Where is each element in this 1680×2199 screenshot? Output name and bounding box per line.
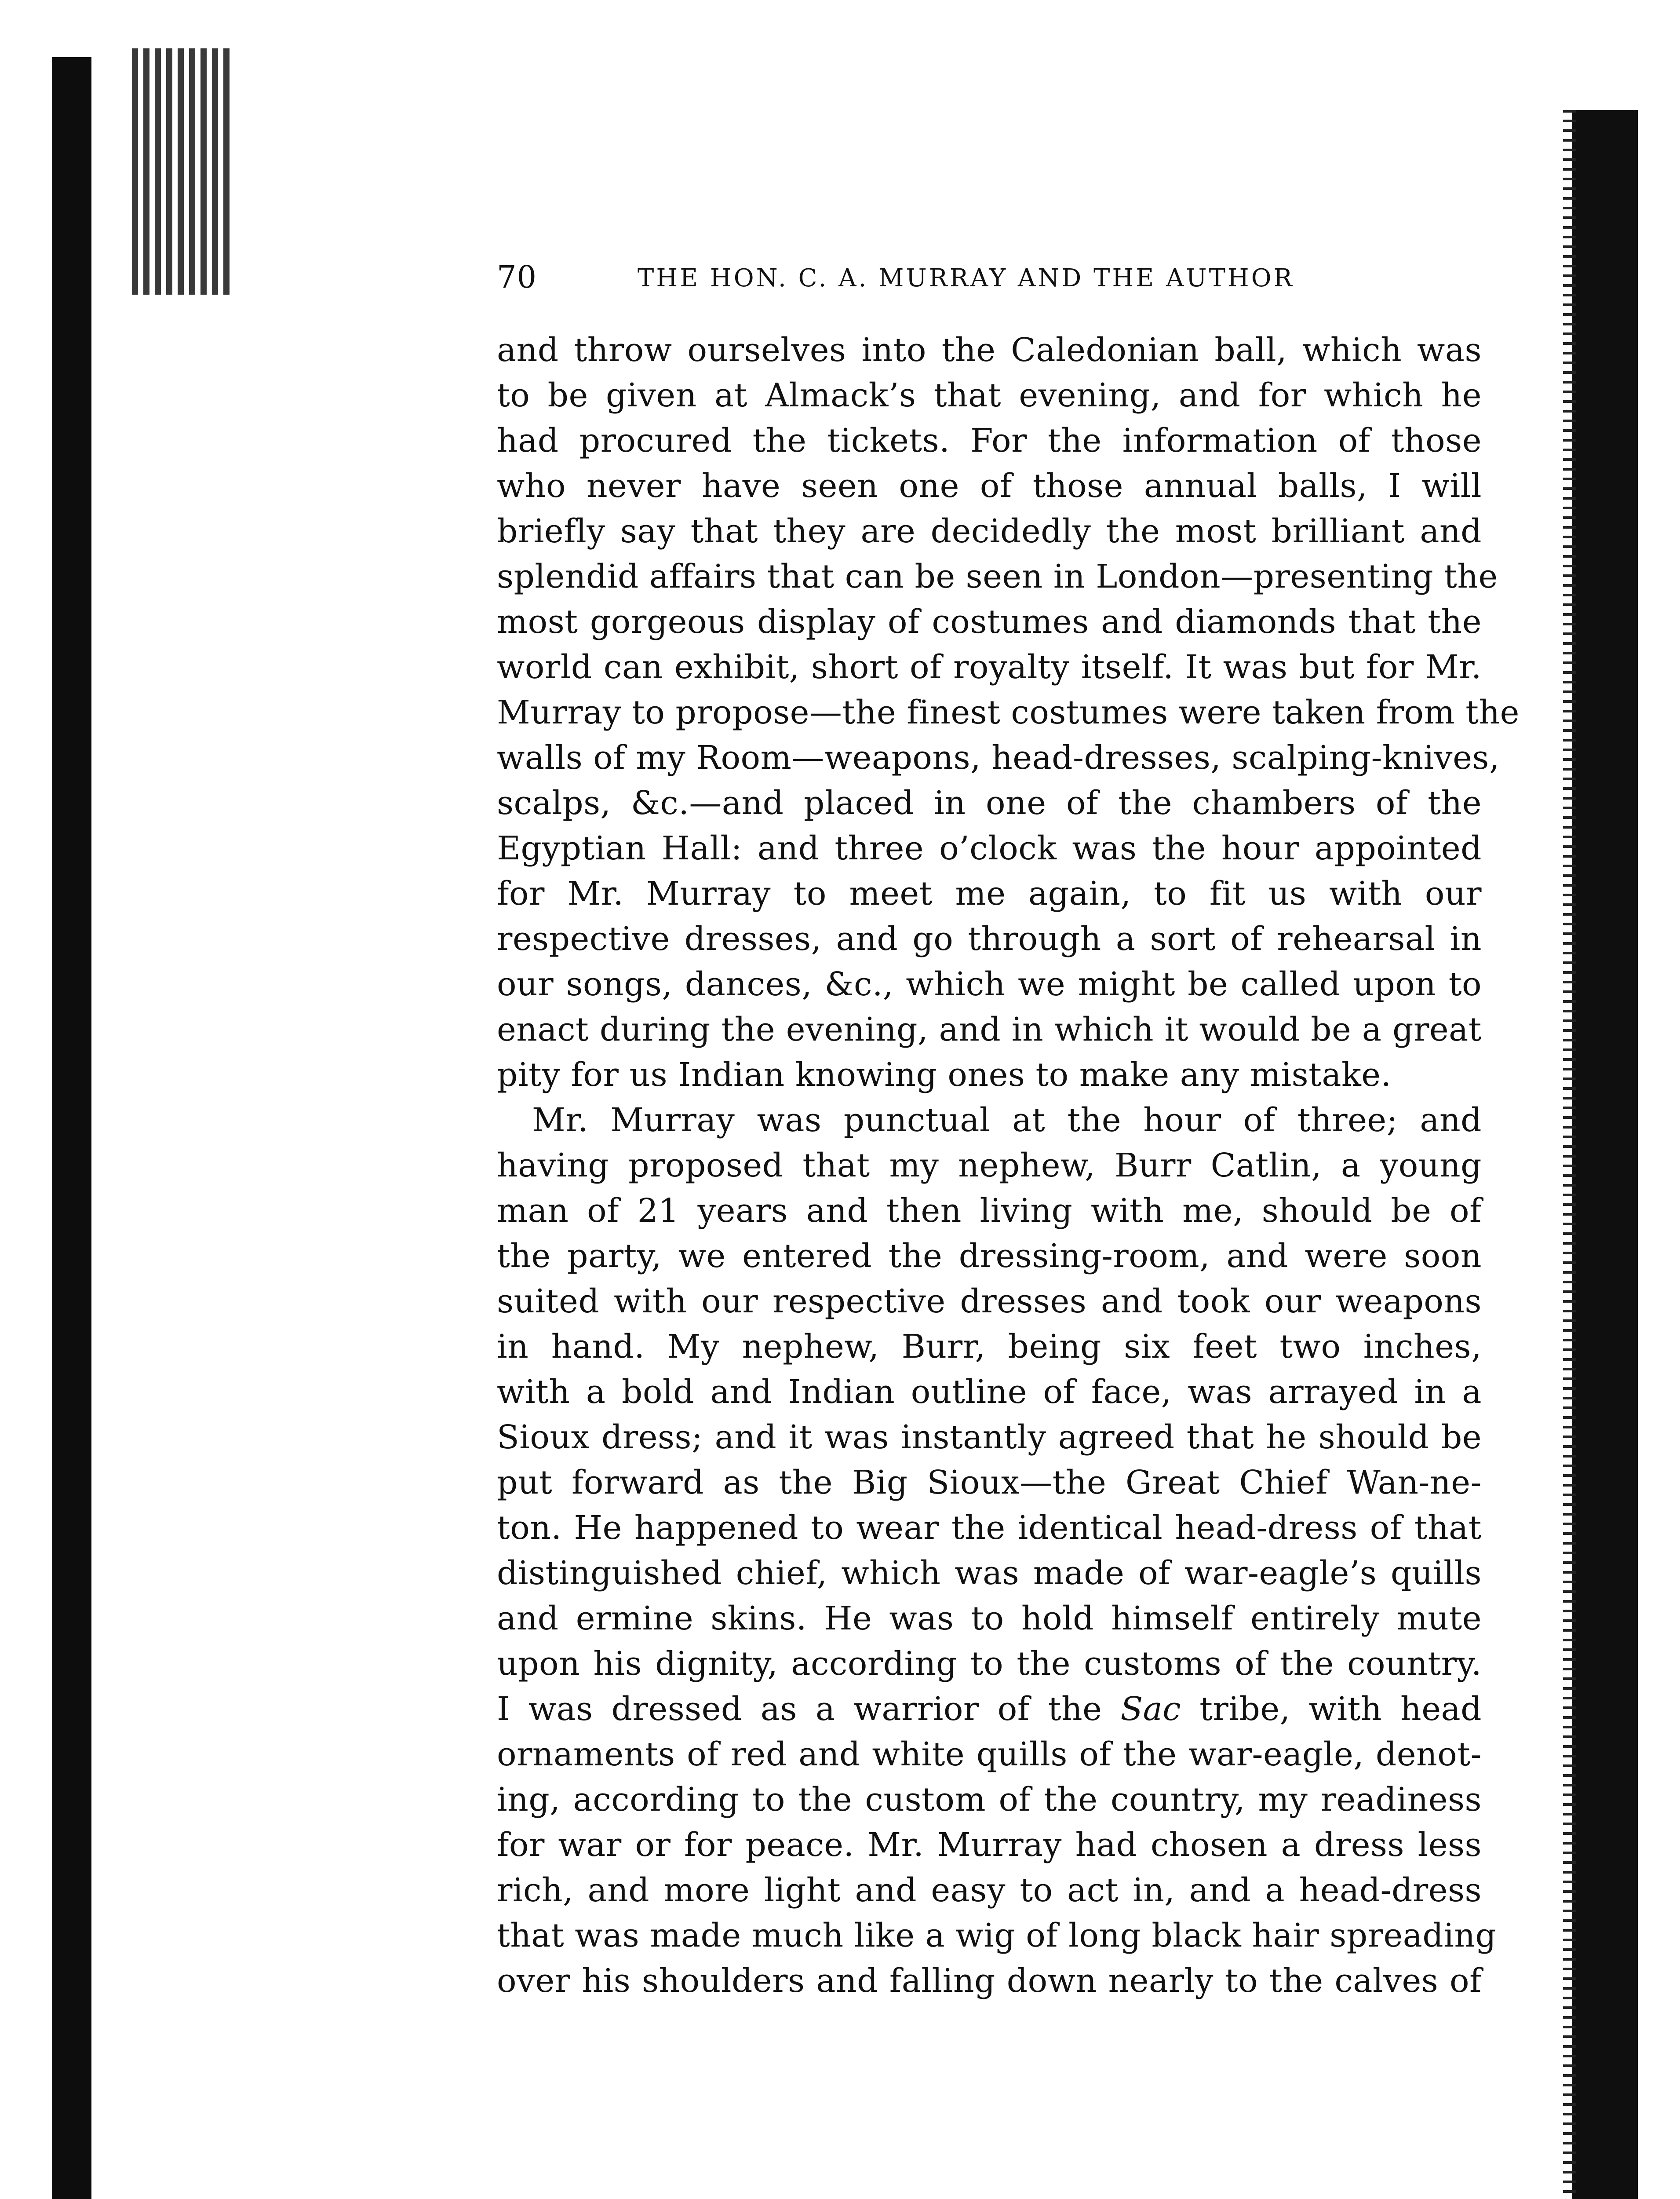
- sac-tribe-italic: Sac: [1120, 1690, 1181, 1728]
- page-header: [497, 257, 1482, 301]
- scan-edge-left-noise: [132, 48, 233, 295]
- text-line: ornaments of red and white quills of the war-eagle, denot-: [497, 1735, 1482, 1773]
- text-line: walls of my Room—weapons, head-dresses, scalping-knives,: [497, 739, 1500, 777]
- text-line: briefly say that they are decidedly the most brilliant and: [497, 512, 1482, 550]
- text-line: respective dresses, and go through a sort of rehearsal in: [497, 920, 1482, 958]
- text-line: and ermine skins. He was to hold himself entirely mute: [497, 1600, 1482, 1637]
- text-line: over his shoulders and falling down nearly to the calves of: [497, 1962, 1482, 2000]
- text-line: upon his dignity, according to the customs of the country.: [497, 1645, 1482, 1683]
- text-line: ing, according to the custom of the country, my readiness: [497, 1781, 1482, 1819]
- text-line: world can exhibit, short of royalty itself. It was but for Mr.: [497, 648, 1482, 686]
- text-line: that was made much like a wig of long black hair spreading: [497, 1917, 1497, 1954]
- scan-edge-right-ragged: [1563, 110, 1576, 2199]
- text-line: had procured the tickets. For the information of those: [497, 422, 1482, 460]
- body-text: [497, 328, 1520, 2004]
- paragraph-end-line: pity for us Indian knowing ones to make any mistake.: [497, 1056, 1392, 1094]
- text-line: Murray to propose—the finest costumes were taken from the: [497, 694, 1520, 731]
- scan-edge-right: [1572, 110, 1638, 2199]
- text-line: suited with our respective dresses and took our weapons: [497, 1282, 1482, 1320]
- text-line: who never have seen one of those annual balls, I will: [497, 467, 1482, 505]
- text-line: to be given at Almack’s that evening, and for which he: [497, 376, 1482, 414]
- text-line: distinguished chief, which was made of war-eagle’s quills: [497, 1554, 1482, 1592]
- text-line: Sioux dress; and it was instantly agreed that he should be: [497, 1418, 1482, 1456]
- text-line: the party, we entered the dressing-room, and were soon: [497, 1237, 1482, 1275]
- text-line: man of 21 years and then living with me, should be of: [497, 1192, 1482, 1230]
- text-line: ton. He happened to wear the identical head-dress of that: [497, 1509, 1482, 1547]
- sac-line-after: tribe, with head: [1181, 1690, 1482, 1728]
- text-line: having proposed that my nephew, Burr Catlin, a young: [497, 1147, 1482, 1184]
- text-line: with a bold and Indian outline of face, was arrayed in a: [497, 1373, 1482, 1411]
- text-line: in hand. My nephew, Burr, being six feet two inches,: [497, 1328, 1482, 1366]
- page-number: 70: [497, 259, 537, 295]
- running-head: THE HON. C. A. MURRAY AND THE AUTHOR: [638, 264, 1294, 292]
- text-line: enact during the evening, and in which it would be a great: [497, 1011, 1482, 1048]
- text-line: for Mr. Murray to meet me again, to fit us with our: [497, 875, 1482, 913]
- text-line: most gorgeous display of costumes and diamonds that the: [497, 603, 1482, 641]
- text-line: scalps, &c.—and placed in one of the chambers of the: [497, 784, 1482, 822]
- paragraph-start-line: Mr. Murray was punctual at the hour of three; and: [532, 1101, 1482, 1139]
- text-line: for war or for peace. Mr. Murray had chosen a dress less: [497, 1826, 1482, 1864]
- text-line: rich, and more light and easy to act in, and a head-dress: [497, 1871, 1482, 1909]
- text-line: put forward as the Big Sioux—the Great Chief Wan-ne-: [497, 1464, 1482, 1501]
- text-line: Egyptian Hall: and three o’clock was the hour appointed: [497, 829, 1482, 867]
- text-line-sac: [497, 1687, 1482, 1732]
- scan-edge-left: [52, 57, 91, 2199]
- text-line: splendid affairs that can be seen in London—presenting the: [497, 558, 1498, 595]
- text-line: our songs, dances, &c., which we might be called upon to: [497, 965, 1482, 1003]
- text-line: and throw ourselves into the Caledonian ball, which was: [497, 331, 1482, 369]
- sac-line-before: I was dressed as a warrior of the: [497, 1690, 1121, 1728]
